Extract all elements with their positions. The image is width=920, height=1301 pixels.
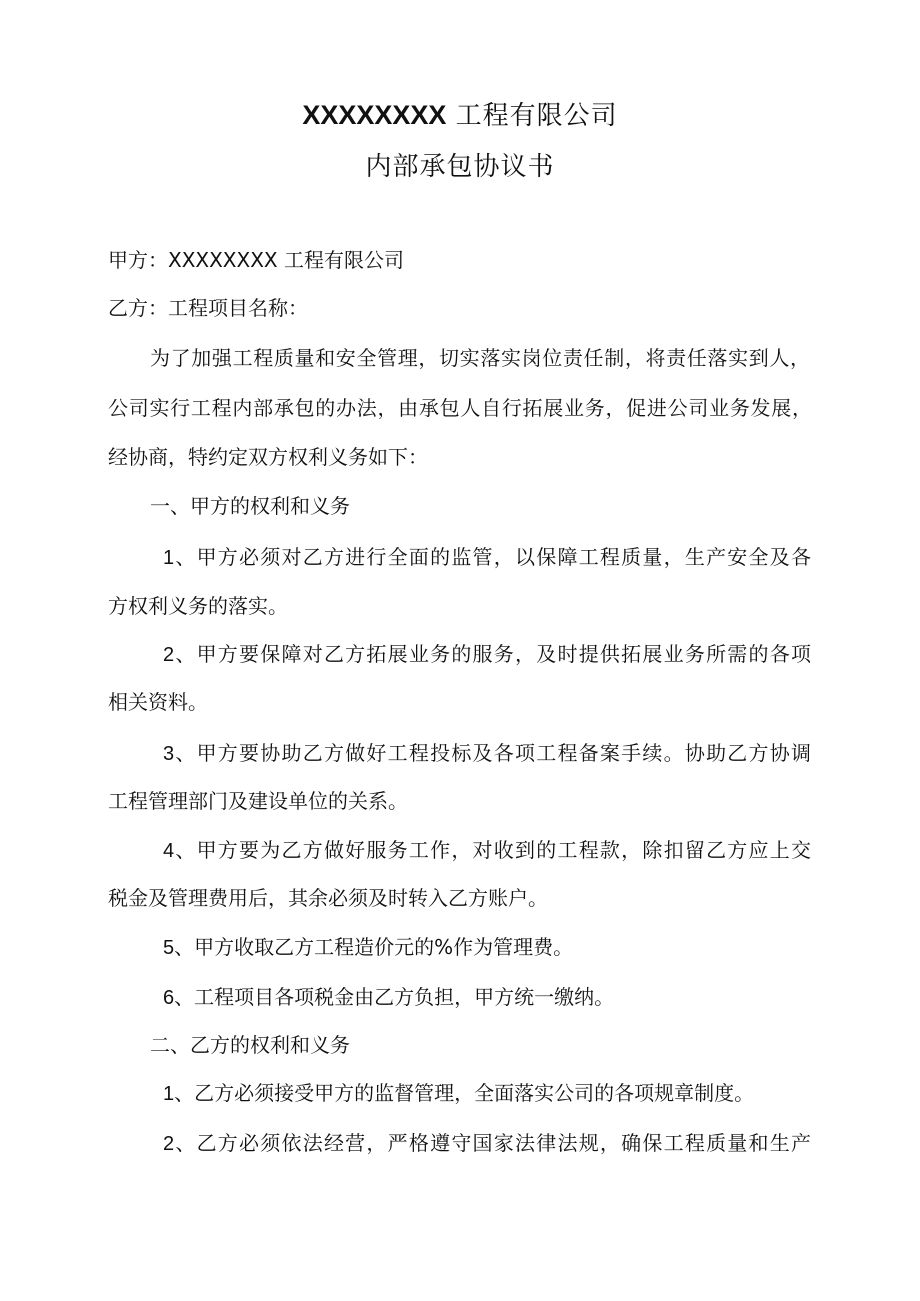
intro-line-2: 公司实行工程内部承包的办法，由承包人自行拓展业务，促进公司业务发展， [108, 396, 812, 420]
s1-item-6-text: 、工程项目各项税金由乙方负担，甲方统一缴纳。 [174, 985, 615, 1009]
document-subtitle: 内部承包协议书 [365, 152, 555, 182]
s1-item-5-number: 5 [163, 937, 175, 959]
s1-item-4-line-1 [163, 834, 811, 863]
intro-line-1: 为了加强工程质量和安全管理，切实落实岗位责任制，将责任落实到人， [150, 346, 810, 370]
s1-item-2-line-2: 相关资料。 [108, 690, 208, 714]
s1-item-4-line-2: 税金及管理费用后，其余必须及时转入乙方账户。 [108, 886, 548, 910]
s1-item-2-number: 2 [163, 644, 175, 666]
s1-item-2-line-1 [163, 638, 811, 667]
section-2-heading: 二、乙方的权利和义务 [150, 1033, 350, 1057]
document-title [0, 95, 920, 132]
s1-item-3-text: 、甲方要协助乙方做好工程投标及各项工程备案手续。协助乙方协调 [174, 741, 811, 765]
s2-item-1-number: 1 [163, 1083, 175, 1105]
s2-item-1-text: 、乙方必须接受甲方的监督管理，全面落实公司的各项规章制度。 [174, 1081, 755, 1105]
s1-item-6-line-1 [163, 981, 614, 1010]
party-a-value: XXXXXXXX 工程有限公司 [168, 248, 404, 272]
s1-item-4-number: 4 [163, 840, 175, 862]
party-a-line [108, 244, 404, 273]
s1-item-5-line-1 [163, 931, 573, 960]
s1-item-6-number: 6 [163, 987, 175, 1009]
s1-item-3-line-2: 工程管理部门及建设单位的关系。 [108, 789, 408, 813]
s1-item-2-text: 、甲方要保障对乙方拓展业务的服务，及时提供拓展业务所需的各项 [174, 642, 811, 666]
s1-item-1-line-1 [163, 541, 811, 570]
s2-item-1-line-1 [163, 1077, 754, 1106]
intro-line-3: 经协商，特约定双方权利义务如下： [108, 445, 428, 469]
s1-item-1-line-2: 方权利义务的落实。 [108, 594, 288, 618]
party-b-line: 乙方：工程项目名称： [108, 296, 308, 320]
title-company: 工程有限公司 [455, 101, 618, 131]
s1-item-1-number: 1 [163, 547, 175, 569]
s1-item-1-text: 、甲方必须对乙方进行全面的监管，以保障工程质量，生产安全及各 [174, 545, 811, 569]
s2-item-2-text: 、乙方必须依法经营，严格遵守国家法律法规，确保工程质量和生产 [174, 1131, 811, 1155]
section-1-heading: 一、甲方的权利和义务 [150, 494, 350, 518]
party-a-label: 甲方： [108, 248, 168, 272]
s1-item-4-text: 、甲方要为乙方做好服务工作，对收到的工程款，除扣留乙方应上交 [174, 838, 811, 862]
title-brand: XXXXXXXX [302, 100, 447, 130]
s1-item-3-line-1 [163, 737, 811, 766]
s1-item-5-text: 、甲方收取乙方工程造价元的%作为管理费。 [174, 935, 574, 959]
s2-item-2-line-1 [163, 1127, 811, 1156]
s2-item-2-number: 2 [163, 1133, 175, 1155]
s1-item-3-number: 3 [163, 743, 175, 765]
